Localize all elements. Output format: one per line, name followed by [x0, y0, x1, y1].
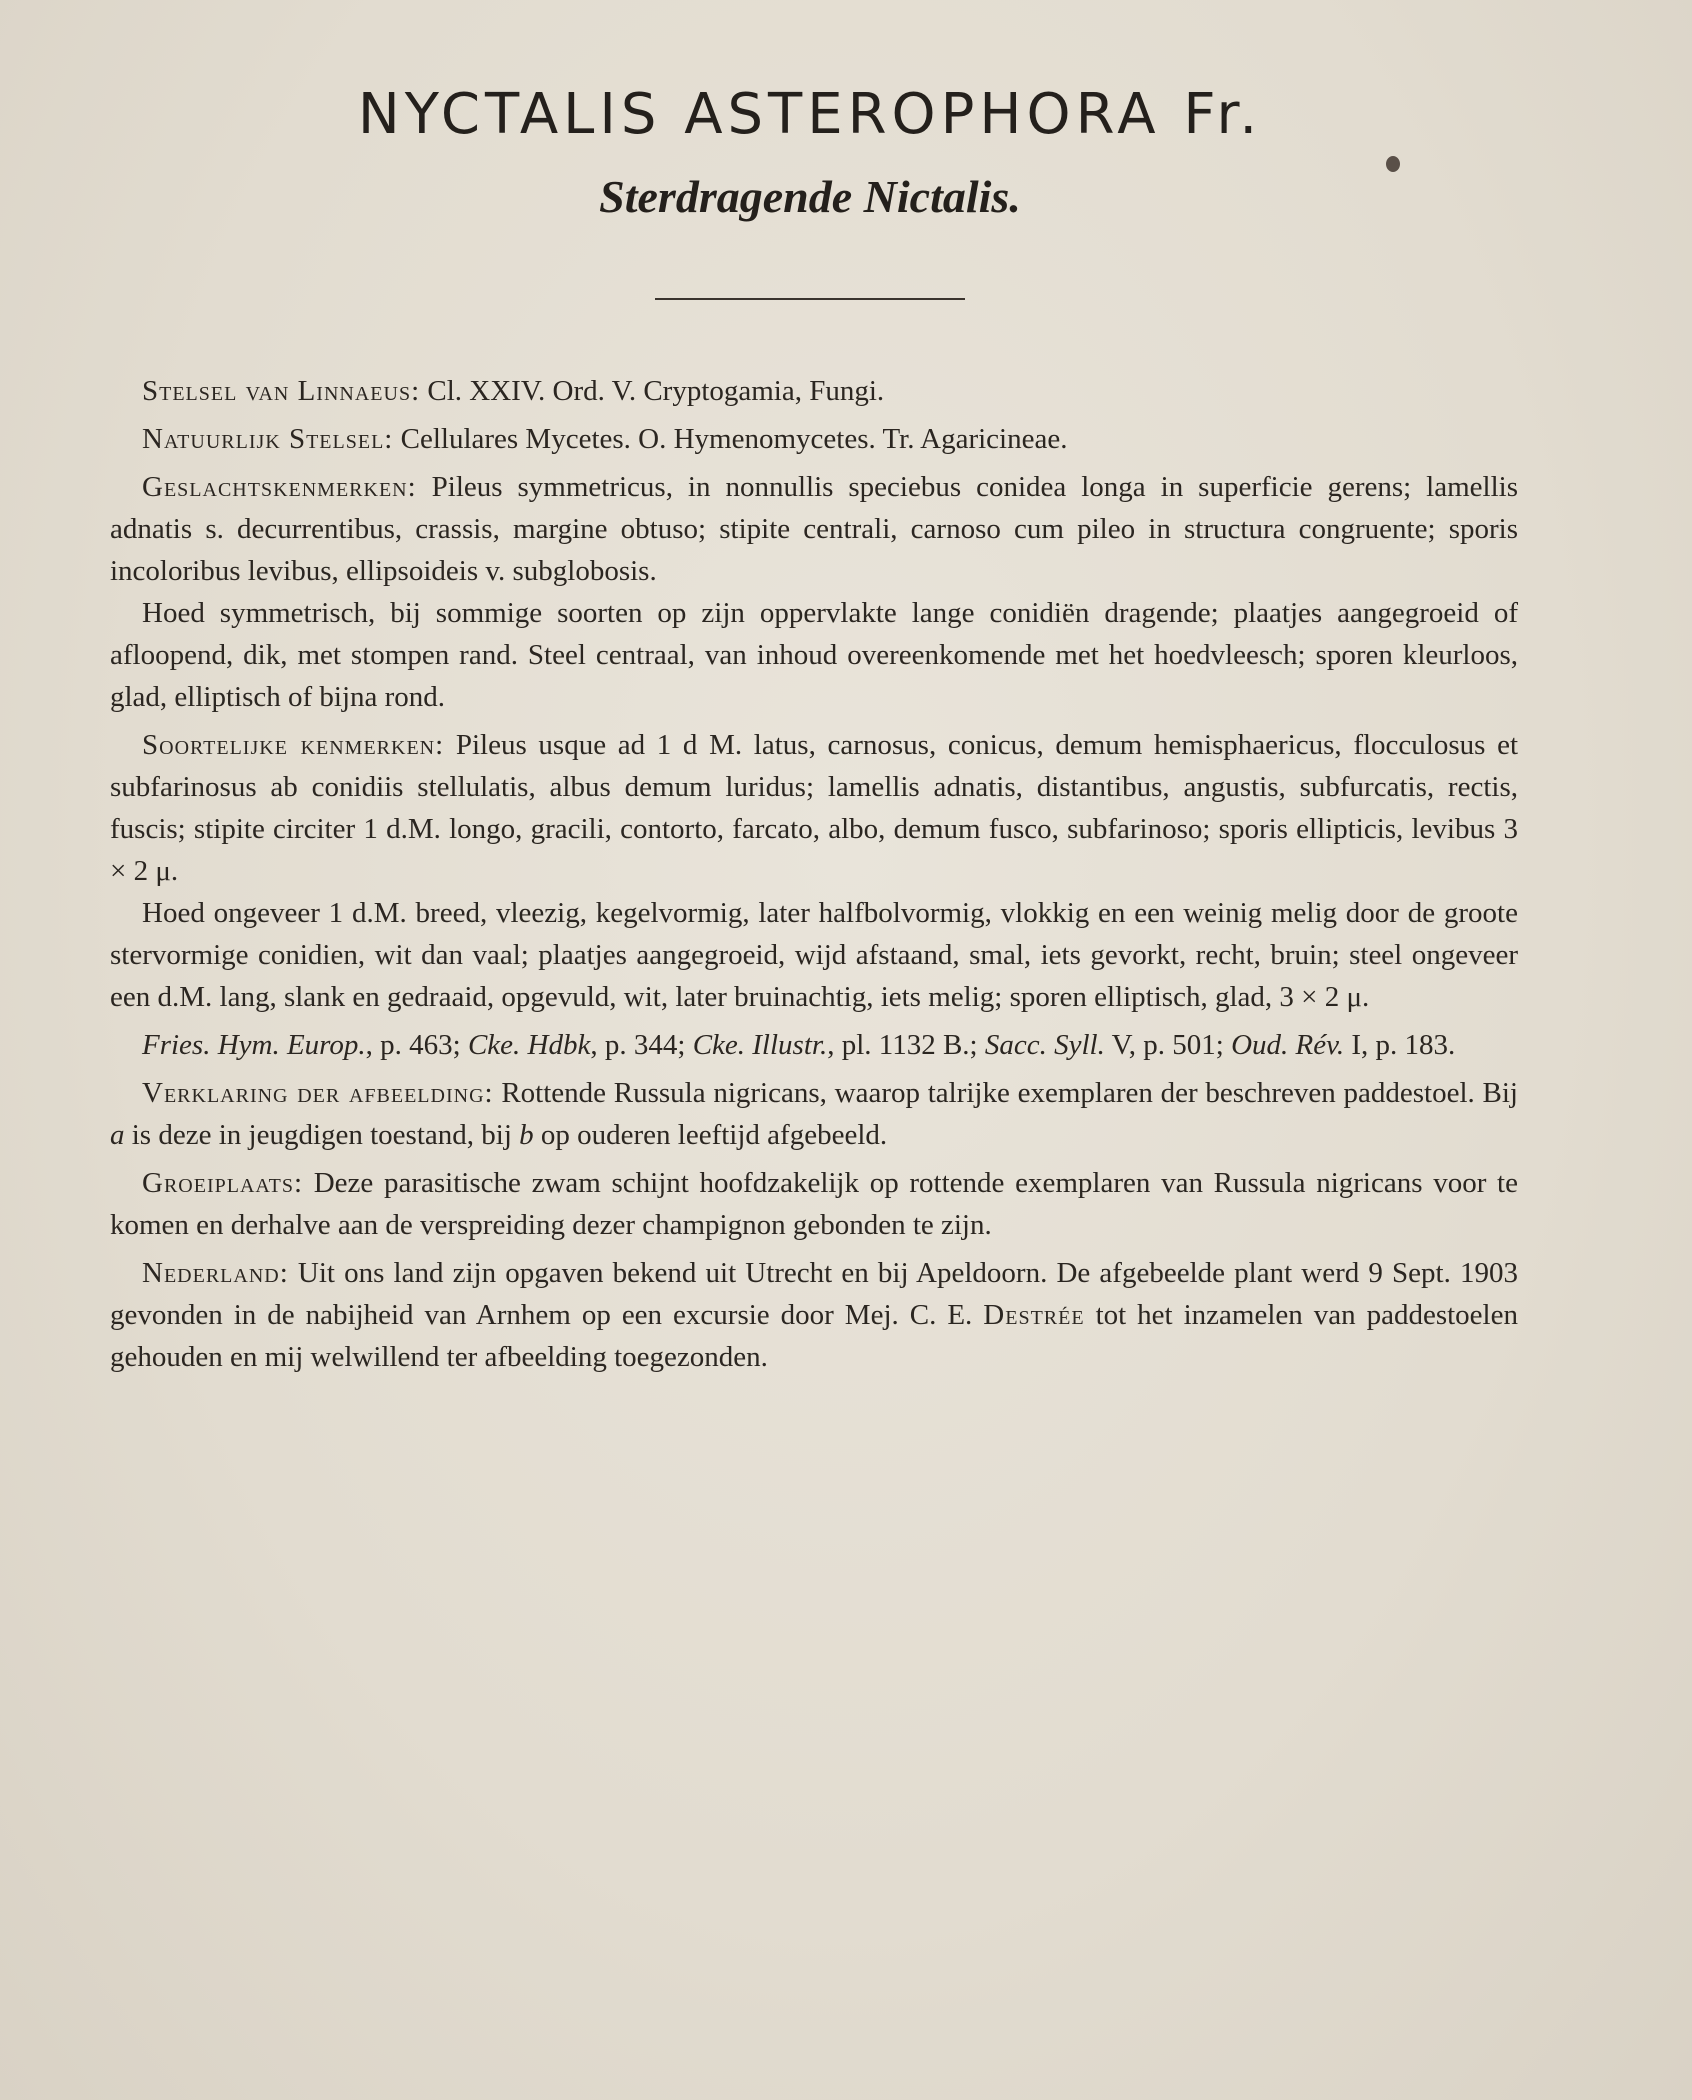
- ref-cke-illustr-page: , pl. 1132 B.;: [827, 1029, 985, 1061]
- label-species: Soortelijke kenmerken:: [142, 729, 445, 761]
- text-explanation-1: Rottende Russula nigricans, waarop talrijke exemplaren der beschreven paddestoel. Bij: [493, 1077, 1518, 1109]
- page-title: NYCTALIS ASTEROPHORA Fr.: [357, 82, 1263, 147]
- text-species: Pileus usque ad 1 d M. latus, carnosus, conicus, demum hemisphaericus, flocculosus et subfarinosus ab conidiis stellulatis, albus demum luridus; lamellis adnatis, distantibus, angustis, subfurcatis, rectis, fuscis; stipite circiter 1 d.M. longo, gracili, contorto, farcato, albo, demum fusco, subfarinoso; sporis ellipticis, levibus 3 × 2 μ.: [110, 729, 1519, 887]
- text-natural: Cellulares Mycetes. O. Hymenomycetes. Tr. Agaricineae.: [393, 423, 1068, 455]
- ref-oud-rev: Oud. Rév.: [1231, 1029, 1345, 1061]
- ref-fries-page: , p. 463;: [365, 1029, 468, 1061]
- document-body: [110, 370, 1518, 1378]
- label-natural: Natuurlijk Stelsel:: [142, 423, 394, 455]
- text-explanation-3: op ouderen leeftijd afgebeeld.: [533, 1119, 888, 1151]
- ref-oud-rev-page: I, p. 183.: [1344, 1029, 1456, 1061]
- paragraph-linnaeus: [110, 370, 1518, 412]
- paragraph-netherlands: [110, 1252, 1518, 1378]
- text-netherlands-2: tot het inzamelen van paddestoelen gehouden en mij welwillend ter afbeelding toegezonden.: [110, 1299, 1518, 1373]
- label-genus: Geslachtskenmerken:: [142, 471, 417, 503]
- paragraph-genus: [110, 466, 1518, 592]
- text-explanation-2: is deze in jeugdigen toestand, bij: [124, 1119, 520, 1151]
- label-habitat: Groeiplaats:: [142, 1167, 304, 1199]
- text-netherlands-1: Uit ons land zijn opgaven bekend uit Utrecht en bij Apeldoorn. De afgebeelde plant werd 9 Sept. 1903 gevonden in de nabijheid van Arnhem op een excursie door Mej. C. E.: [110, 1257, 1518, 1331]
- label-netherlands: Nederland:: [142, 1257, 289, 1289]
- paragraph-explanation: [110, 1072, 1518, 1156]
- ref-sacc-syll-page: V, p. 501;: [1104, 1029, 1232, 1061]
- ink-blot: [1386, 156, 1400, 172]
- paragraph-species-nl: Hoed ongeveer 1 d.M. breed, vleezig, kegelvormig, later halfbolvormig, vlokkig en een weinig melig door de groote stervormige conidien, wit dan vaal; plaatjes aangegroeid, wijd afstaand, smal, iets gevorkt, recht, bruin; steel ongeveer een d.M. lang, slank en gedraaid, opgevuld, wit, later bruinachtig, iets melig; sporen elliptisch, glad, 3 × 2 μ.: [110, 897, 1518, 1013]
- paragraph-natural: [110, 418, 1518, 460]
- label-explanation: Verklaring der afbeelding:: [142, 1077, 494, 1109]
- text-genus: Pileus symmetricus, in nonnullis speciebus conidea longa in superficie gerens; lamellis adnatis s. decurrentibus, crassis, margine obtuso; stipite centrali, carnoso cum pileo in structura congruente; sporis incoloribus levibus, ellipsoideis v. subglobosis.: [110, 471, 1518, 587]
- paragraph-species: [110, 724, 1518, 892]
- text-linnaeus: Cl. XXIV. Ord. V. Cryptogamia, Fungi.: [420, 375, 885, 407]
- ref-cke-hdbk-page: , p. 344;: [590, 1029, 693, 1061]
- ref-fries: Fries. Hym. Europ.: [142, 1029, 366, 1061]
- paragraph-genus-nl: Hoed symmetrisch, bij sommige soorten op zijn oppervlakte lange conidiën dragende; plaatjes aangegroeid of afloopend, dik, met stompen rand. Steel centraal, van inhoud overeenkomende met het hoedvleesch; sporen kleurloos, glad, elliptisch of bijna rond.: [110, 597, 1518, 713]
- figure-letter-b: b: [519, 1119, 534, 1151]
- ref-sacc-syll: Sacc. Syll.: [984, 1029, 1105, 1061]
- title-rule: [655, 298, 965, 300]
- ref-cke-illustr: Cke. Illustr.: [692, 1029, 828, 1061]
- collector-name: Destrée: [983, 1299, 1085, 1331]
- paragraph-habitat: [110, 1162, 1518, 1246]
- ref-cke-hdbk: Cke. Hdbk: [467, 1029, 591, 1061]
- paragraph-references: [110, 1024, 1518, 1066]
- page-subtitle: Sterdragende Nictalis.: [599, 171, 1021, 222]
- figure-letter-a: a: [110, 1119, 125, 1151]
- text-habitat: Deze parasitische zwam schijnt hoofdzakelijk op rottende exemplaren van Russula nigricans voor te komen en derhalve aan de verspreiding dezer champignon gebonden te zijn.: [110, 1167, 1518, 1241]
- label-linnaeus: Stelsel van Linnaeus:: [142, 375, 421, 407]
